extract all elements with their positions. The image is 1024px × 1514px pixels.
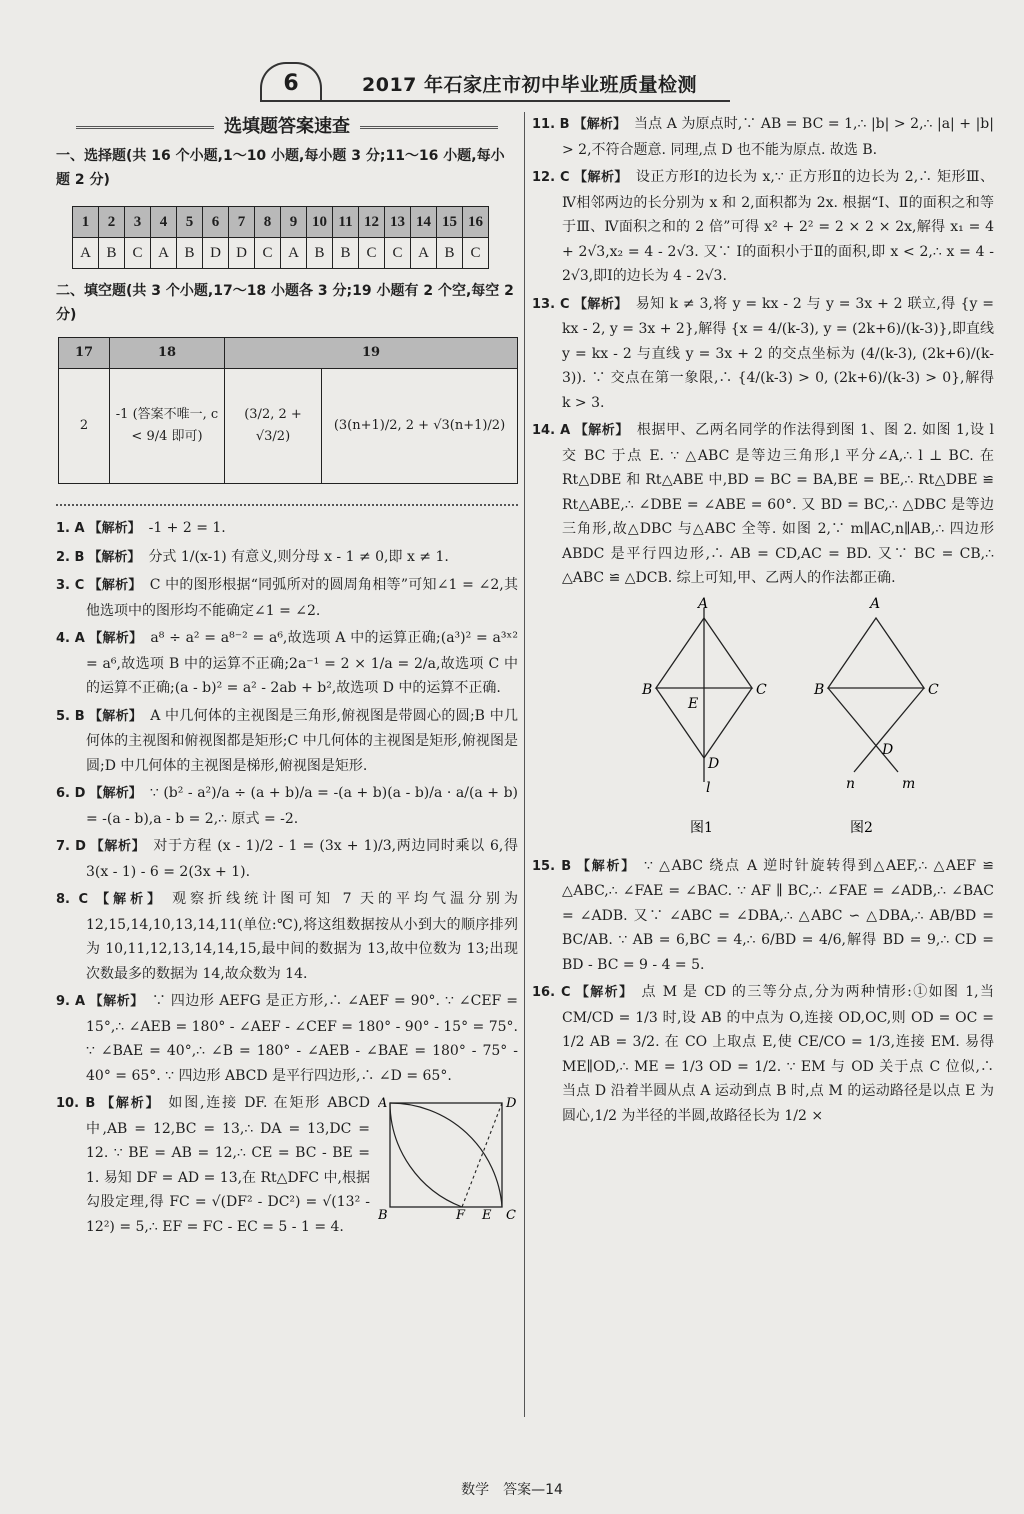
item-number: 3. C bbox=[56, 578, 85, 593]
fig1-label-b: B bbox=[642, 681, 653, 698]
segment-df bbox=[462, 1103, 502, 1207]
item-number: 4. A bbox=[56, 631, 85, 646]
item-text: ∵ (b² - a²)/a ÷ (a + b)/a = -(a + b)(a - b)/a · a/(a + b) = -(a - b),a - b = 2,∴ 原式 = -2. bbox=[86, 785, 518, 827]
item-text: a⁸ ÷ a² = a⁸⁻² = a⁶,故选项 A 中的运算正确;(a³)² = a³ˣ² = a⁶,故选项 B 中的运算不正确;2a⁻¹ = 2 × 1/a = 2/a,故选项 C 中的运算不正确;(a - b)² = a² - 2ab + b²,故选项 D 中的运算不正确. bbox=[86, 630, 518, 696]
figure-1 bbox=[641, 596, 767, 836]
fill-section-heading: 二、填空题(共 3 个小题,17～18 小题各 3 分;19 小题有 2 个空,每空 2 分) bbox=[56, 283, 514, 323]
qnum: 13 bbox=[385, 207, 411, 238]
analysis-tag: 【解析】 bbox=[89, 839, 146, 854]
answer-cell: D bbox=[203, 238, 229, 269]
segment-cd bbox=[704, 688, 752, 758]
item-number: 14. A bbox=[532, 423, 571, 438]
choice-section-heading: 一、选择题(共 16 个小题,1～10 小题,每小题 3 分;11～16 小题,每小题 2 分) bbox=[56, 148, 505, 188]
item-text: 观察折线统计图可知 7 天的平均气温分别为 12,15,14,10,13,14,11(单位:℃),将这组数据按从小到大的顺序排列为 10,11,12,13,14,14,15,最中间的数据为 13,故中位数为 13;出现次数最多的数据为 14,故众数为 14. bbox=[86, 891, 518, 982]
figure-2 bbox=[813, 596, 939, 836]
column-divider bbox=[524, 112, 525, 1417]
qnum: 7 bbox=[229, 207, 255, 238]
analysis-tag: 【解析】 bbox=[88, 631, 143, 646]
qnum: 16 bbox=[463, 207, 489, 238]
fig1-label-a: A bbox=[698, 595, 709, 612]
qnum: 12 bbox=[359, 207, 385, 238]
solution-item bbox=[56, 545, 518, 571]
fig2-label-b: B bbox=[814, 681, 825, 698]
choice-answer-row bbox=[73, 238, 489, 269]
item-number: 2. B bbox=[56, 549, 85, 565]
qnum: 6 bbox=[203, 207, 229, 238]
fig1-label-c: C bbox=[756, 681, 767, 698]
item-text: 当点 A 为原点时,∵ AB = BC = 1,∴ |b| > 2,∴ |a| + |b| > 2,不符合题意. 同理,点 D 也不能为原点. 故选 B. bbox=[562, 116, 994, 158]
answer-cell: C bbox=[385, 238, 411, 269]
fig1-label-l: l bbox=[706, 779, 711, 796]
qnum: 5 bbox=[177, 207, 203, 238]
item-text: 根据甲、乙两名同学的作法得到图 1、图 2. 如图 1,设 l 交 BC 于点 E. ∵ △ABC 是等边三角形,l 平分∠A,∴ l ⊥ BC. 在 Rt△DBE 和 Rt△ABE 中,BD = BC = BA,BE = BE,∴ Rt△DBE ≌ Rt△ABE,∴ ∠DBE = ∠ABE = 60°. 又 BD = BC,∴ △DBC 是等边三角形,故△DBC 与△ABC 全等. 如图 2,∵ m∥AC,n∥AB,∴ 四边形 ABDC 是平行四边形,∴ AB = CD,AC = BD. 又∵ BC = CB,∴ △ABC ≌ △DCB. 综上可知,甲、乙两人的作法都正确. bbox=[562, 422, 994, 586]
line-n bbox=[854, 688, 924, 772]
line-m bbox=[828, 688, 898, 772]
solution-item bbox=[56, 573, 518, 623]
analysis-tag: 【解析】 bbox=[88, 549, 141, 565]
fig2-label-m: m bbox=[902, 775, 916, 792]
arc-ae bbox=[390, 1103, 502, 1207]
analysis-tag: 【解析】 bbox=[89, 786, 142, 801]
analysis-tag: 【解析】 bbox=[92, 892, 165, 907]
qnum: 10 bbox=[307, 207, 333, 238]
solution-item bbox=[532, 165, 994, 289]
fig1-label-d: D bbox=[708, 755, 720, 772]
triangle-abc-2 bbox=[828, 618, 924, 688]
answer-cell: C bbox=[255, 238, 281, 269]
rectangle-arc-figure bbox=[378, 1093, 518, 1221]
solution-item bbox=[56, 887, 518, 986]
choice-number-row bbox=[73, 207, 489, 238]
analysis-tag: 【解析】 bbox=[574, 985, 634, 1000]
quick-answer-title-text: 选填题答案速查 bbox=[214, 116, 360, 137]
right-column bbox=[532, 112, 994, 1131]
qnum: 14 bbox=[411, 207, 437, 238]
page-number-badge: 6 bbox=[260, 62, 322, 102]
solution-item bbox=[532, 418, 994, 591]
analysis-tag: 【解析】 bbox=[88, 578, 142, 593]
solution-item bbox=[532, 112, 994, 162]
item-text: 点 M 是 CD 的三等分点,分为两种情形:①如图 1,当 CM/CD = 1/3 时,设 AB 的中点为 O,连接 OD,OC,则 OD = OC = 1/2 AB = 3/2. 在 CO 上取点 E,使 CE/CO = 1/3,连接 EM. 易得 ME∥OD,∴ ME = 1/3 OD = 1/2. ∵ EM 与 OD 关于点 C 位似,∴ 当点 D 沿着半圆从点 A 运动到点 B 时,点 M 的运动路径是以点 E 为圆心,1/2 为半径的半圆,故路径长为 1/2 × bbox=[562, 984, 994, 1124]
qnum: 2 bbox=[99, 207, 125, 238]
fill-answer-table bbox=[58, 337, 518, 484]
analysis-tag: 【解析】 bbox=[88, 708, 143, 724]
qnum: 8 bbox=[255, 207, 281, 238]
answer-cell: A bbox=[73, 238, 99, 269]
fill-answer-19b: (3(n+1)/2, 2 + √3(n+1)/2) bbox=[322, 369, 518, 484]
quick-answer-title bbox=[56, 112, 518, 142]
fig2-label-d: D bbox=[882, 741, 894, 758]
answer-cell: A bbox=[281, 238, 307, 269]
solution-item bbox=[56, 781, 518, 831]
analysis-tag: 【解析】 bbox=[88, 521, 141, 536]
solution-item bbox=[532, 854, 994, 978]
answer-cell: C bbox=[359, 238, 385, 269]
solution-item bbox=[56, 1091, 518, 1239]
solution-item bbox=[532, 980, 994, 1128]
fill-col-19: 19 bbox=[225, 338, 518, 369]
fig2-label-n: n bbox=[846, 775, 856, 792]
fill-answer-19a: (3/2, 2 + √3/2) bbox=[225, 369, 322, 484]
answer-cell: C bbox=[125, 238, 151, 269]
item-number: 9. A bbox=[56, 994, 86, 1009]
fig2-label-a: A bbox=[870, 595, 881, 612]
fig2-caption: 图2 bbox=[850, 819, 873, 836]
analysis-tag: 【解析】 bbox=[575, 858, 637, 874]
solution-item bbox=[56, 626, 518, 701]
answer-cell: B bbox=[307, 238, 333, 269]
answer-cell: A bbox=[411, 238, 437, 269]
fill-header-row bbox=[59, 338, 518, 369]
qnum: 15 bbox=[437, 207, 463, 238]
solution-item bbox=[56, 834, 518, 884]
label-b: B bbox=[378, 1208, 388, 1221]
choice-answer-table bbox=[72, 206, 489, 269]
item-text: 如图,连接 DF. 在矩形 ABCD 中,AB = 12,BC = 13,∴ DA = 13,DC = 12. ∵ BE = AB = 12,∴ CE = BC - BE = 1. 易知 DF = AD = 13,在 Rt△DFC 中,根据勾股定理,得 FC = √(DF² - DC²) = √(13² - 12²) = 5,∴ EF = FC - EC = 5 - 1 = 4. bbox=[86, 1095, 370, 1235]
fill-answer-17: 2 bbox=[59, 369, 110, 484]
analysis-tag: 【解析】 bbox=[99, 1096, 161, 1111]
item-text: 分式 1/(x-1) 有意义,则分母 x - 1 ≠ 0,即 x ≠ 1. bbox=[148, 548, 449, 565]
analysis-tag: 【解析】 bbox=[573, 117, 627, 132]
answer-cell: B bbox=[99, 238, 125, 269]
item-number: 13. C bbox=[532, 296, 570, 312]
answer-cell: B bbox=[177, 238, 203, 269]
solution-item bbox=[56, 704, 518, 779]
qnum: 1 bbox=[73, 207, 99, 238]
dotted-separator bbox=[56, 504, 518, 506]
item-number: 6. D bbox=[56, 786, 86, 801]
analysis-tag: 【解析】 bbox=[574, 423, 629, 438]
triangle-figures-svg bbox=[532, 594, 994, 854]
item-number: 1. A bbox=[56, 521, 85, 536]
item-number: 8. C bbox=[56, 892, 89, 907]
solution-item bbox=[56, 516, 518, 542]
item-text: A 中几何体的主视图是三角形,俯视图是带圆心的圆;B 中几何体的主视图和俯视图都是矩形;C 中几何体的主视图是矩形,俯视图是圆;D 中几何体的主视图是梯形,俯视图是矩形. bbox=[86, 707, 518, 774]
item-text: C 中的图形根据“同弧所对的圆周角相等”可知∠1 = ∠2,其他选项中的图形均不能确定∠1 = ∠2. bbox=[86, 577, 518, 619]
item-number: 12. C bbox=[532, 170, 570, 185]
fig1-caption: 图1 bbox=[690, 819, 713, 836]
item-text: ∵ 四边形 AEFG 是正方形,∴ ∠AEF = 90°. ∵ ∠CEF = 15°,∴ ∠AEB = 180° - ∠AEF - ∠CEF = 180° - 90° - 15° = 75°. ∵ ∠BAE = 40°,∴ ∠B = 180° - ∠AEB - ∠BAE = 180° - 75° - 40° = 65°. ∵ 四边形 ABCD 是平行四边形,∴ ∠D = 65°. bbox=[86, 993, 518, 1084]
answer-cell: A bbox=[151, 238, 177, 269]
fill-answer-row bbox=[59, 369, 518, 484]
item-number: 15. B bbox=[532, 858, 572, 874]
header-rule bbox=[260, 100, 730, 102]
item-number: 10. B bbox=[56, 1096, 96, 1111]
page-header bbox=[260, 62, 730, 104]
item-text: ∵ △ABC 绕点 A 逆时针旋转得到△AEF,∴ △AEF ≌ △ABC,∴ ∠FAE = ∠BAC. ∵ AF ∥ BC,∴ ∠FAE = ∠ADB,∴ ∠BAC = ∠ADB. 又∵ ∠ABC = ∠DBA,∴ △ABC ∽ △DBA,∴ AB/BD = BC/AB. ∵ AB = 6,BC = 4,∴ 6/BD = 4/6,解得 BD = 9,∴ CD = BD - BC = 9 - 4 = 5. bbox=[562, 857, 994, 973]
label-e: E bbox=[482, 1208, 492, 1221]
item-number: 16. C bbox=[532, 985, 571, 1000]
item-text: 易知 k ≠ 3,将 y = kx - 2 与 y = 3x + 2 联立,得 {y = kx - 2, y = 3x + 2},解得 {x = 4/(k-3), y = (2k+6)/(k-3)},即直线 y = kx - 2 与直线 y = 3x + 2 的交点坐标为 (4/(k-3), (2k+6)/(k-3)). ∵ 交点在第一象限,∴ {4/(k-3) > 0, (2k+6)/(k-3) > 0},解得 k > 3. bbox=[562, 295, 994, 411]
label-d: D bbox=[506, 1096, 517, 1111]
qnum: 11 bbox=[333, 207, 359, 238]
fig2-label-c: C bbox=[928, 681, 939, 698]
fig1-label-e: E bbox=[688, 695, 699, 712]
analysis-tag: 【解析】 bbox=[89, 994, 144, 1009]
answer-cell: C bbox=[463, 238, 489, 269]
item-number: 11. B bbox=[532, 117, 570, 132]
page-title: 2017 年石家庄市初中毕业班质量检测 bbox=[362, 74, 697, 96]
construction-figures bbox=[532, 594, 994, 854]
item-text: 对于方程 (x - 1)/2 - 1 = (3x + 1)/3,两边同时乘以 6,得 3(x - 1) - 6 = 2(3x + 1). bbox=[86, 838, 518, 880]
analysis-tag: 【解析】 bbox=[573, 296, 628, 312]
qnum: 3 bbox=[125, 207, 151, 238]
fill-col-17: 17 bbox=[59, 338, 110, 369]
item-number: 5. B bbox=[56, 708, 85, 724]
answer-cell: B bbox=[333, 238, 359, 269]
label-c: C bbox=[506, 1208, 516, 1221]
solution-item bbox=[532, 292, 994, 416]
arc-bf bbox=[390, 1103, 462, 1207]
item-text: -1 + 2 = 1. bbox=[148, 520, 226, 536]
fill-answer-18: -1 (答案不唯一, c < 9/4 即可) bbox=[110, 369, 225, 484]
left-column bbox=[56, 112, 518, 1242]
item-text: 设正方形Ⅰ的边长为 x,∵ 正方形Ⅱ的边长为 2,∴ 矩形Ⅲ、Ⅳ相邻两边的长分别为 x 和 2,面积都为 2x. 根据“Ⅰ、Ⅱ的面积之和等于Ⅲ、Ⅳ面积之和的 2 倍”可得 x² + 2² = 2 × 2 × 2x,解得 x₁ = 4 + 2√3,x₂ = 4 - 2√3. 又∵ Ⅰ的面积小于Ⅱ的面积,即 x < 2,∴ x = 4 - 2√3,即Ⅰ的边长为 4 - 2√3. bbox=[562, 169, 994, 284]
fill-col-18: 18 bbox=[110, 338, 225, 369]
page-footer: 数学 答案—14 bbox=[461, 1482, 563, 1498]
label-a: A bbox=[378, 1096, 388, 1111]
qnum: 4 bbox=[151, 207, 177, 238]
qnum: 9 bbox=[281, 207, 307, 238]
answer-cell: B bbox=[437, 238, 463, 269]
solution-item bbox=[56, 989, 518, 1088]
item-number: 7. D bbox=[56, 839, 86, 854]
analysis-tag: 【解析】 bbox=[573, 170, 628, 185]
label-f: F bbox=[456, 1208, 466, 1221]
answer-cell: D bbox=[229, 238, 255, 269]
